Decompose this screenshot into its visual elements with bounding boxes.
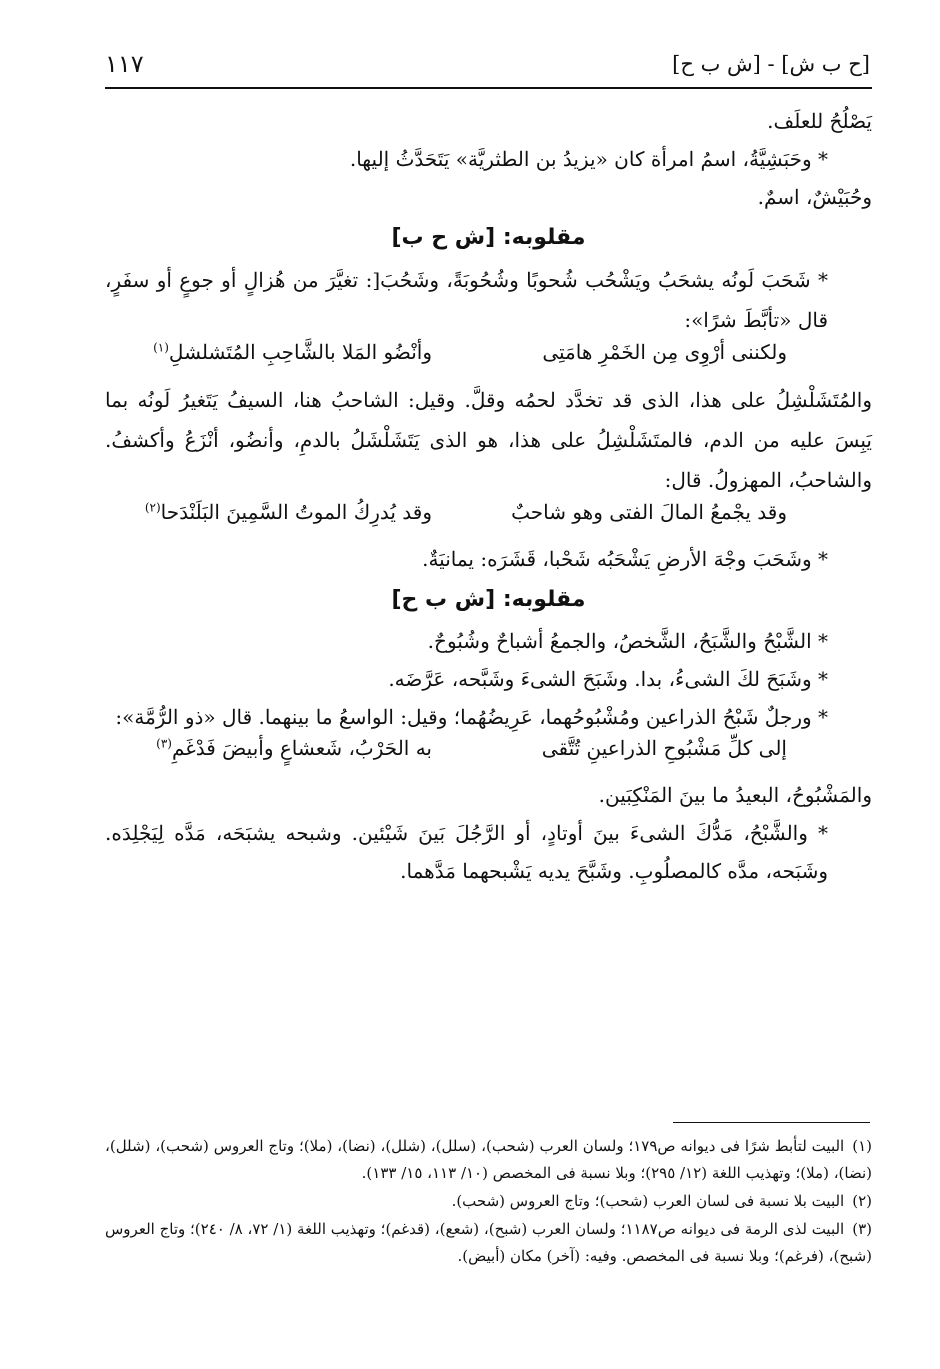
footnote-text: البيت بلا نسبة فى لسان العرب (شحب)؛ وتاج العروس (شحب).: [451, 1192, 845, 1210]
paragraph: والمُتَشَلْشِلُ على هذا، الذى قد تخدَّد لحمُه وقلَّ. وقيل: الشاحبُ هنا، السيفُ يَتَغيرُ لَونُه بما يَبِسَ عليه من الدم، فالمتَشَلْشِلُ على هذا، هو الذى يَتَشَلْشَلُ بالدمِ، وأنضُو، أنْزَعُ وأكشفُ. والشاحبُ، المهزولُ. قال:: [105, 388, 872, 492]
footnote-ref: (٢): [144, 500, 161, 515]
verse-first-hemistich: ولكننى أرْوِى مِن الخَمْرِ هامَتِى: [542, 340, 787, 364]
verse-first-hemistich: إلى كلِّ مَشْبُوحِ الذراعينِ تُتَّقى: [541, 736, 787, 760]
paragraph: * الشَّبْحُ والشَّبَحُ، الشَّخصُ، والجمعُ أشباحٌ وشُبُوحٌ.: [427, 629, 828, 653]
footnote: [105, 1133, 872, 1187]
paragraph: وحُبَيْشٌ، اسمٌ.: [757, 185, 872, 209]
page-header: [105, 48, 870, 88]
verse-text: وأنْضُو المَلا بالشَّاحِبِ المُتَشلشلِ: [168, 340, 432, 364]
verse-line: [105, 736, 872, 776]
paragraph: * وشَبَحَ لكَ الشىءُ، بدا. وشَبَحَ الشىءَ وشَبَّحه، عَرَّضَه.: [388, 667, 828, 691]
footnote-ref: (١): [153, 340, 169, 355]
verse-second-hemistich: [153, 340, 432, 364]
verse-second-hemistich: [156, 736, 432, 760]
main-text: [105, 102, 872, 890]
section-heading: مقلوبه: [ش ح ب]: [391, 225, 586, 250]
header-divider: [105, 87, 872, 89]
verse-text: به الحَرْبُ، شَعشاعٍ وأبيضَ فَدْغَمِ: [171, 736, 432, 760]
footnote: [105, 1188, 872, 1215]
verse-second-hemistich: [145, 500, 432, 524]
verse-line: [105, 340, 872, 380]
footnote-number: (١): [852, 1137, 872, 1155]
paragraph: * وشَحَبَ وجْهَ الأرضِ يَشْحَبُه شَحْبا، قَشَرَه: يمانيَةٌ.: [422, 547, 828, 571]
footnote-text: البيت لتأبط شرًا فى ديوانه ص١٧٩؛ ولسان العرب (شحب)، (سلل)، (شلل)، (نضا)، (ملا)؛ وتاج العروس (شحب)، (شلل)، (نضا)، (ملا)؛ وتهذيب اللغة (١٢/ ٢٩٥)؛ وبلا نسبة فى المخصص (١٠/ ١١٣، ١٥/ ١٣٣).: [105, 1137, 872, 1182]
footnotes: [105, 1133, 872, 1271]
paragraph: * وحَبَشِيَّةُ، اسمُ امرأة كان «يزيدُ بن الطثريَّة» يَتَحَدَّثُ إليها.: [349, 147, 828, 171]
paragraph: * شَحَبَ لَونُه يشحَبُ ويَشْحُب شُحوبًا وشُحُوبَةً، وشَحُبَ[: تغيَّرَ من هُزالٍ أو جوعٍ أو سفَرٍ، قال «تأبَّطَ شرًا»:: [105, 268, 828, 332]
footnote-ref: (٣): [156, 736, 172, 751]
paragraph: * والشَّبْحُ، مَدُّكَ الشىءَ بينَ أوتادٍ، أو الرَّجُلَ بَينَ شَيْئين. وشبحه يشبَحَه، مَدَّه لِيَجْلِدَه. وشَبَحه، مدَّه كالمصلُوبِ. وشَبَّحَ يديه يَشْبحهما مَدَّهما.: [105, 821, 828, 883]
header-title: [ح ب ش] - [ش ب ح]: [672, 52, 870, 76]
footnote: [105, 1216, 872, 1270]
footnote-divider: [673, 1122, 870, 1123]
paragraph: * ورجلٌ شَبْحُ الذراعين ومُشْبُوحُهما، عَرِيضُهُما؛ وقيل: الواسعُ ما بينهما. قال «ذو الرُّمَّة»:: [115, 705, 828, 729]
paragraph: والمَشْبُوحُ، البعيدُ ما بينَ المَنْكِبَين.: [598, 783, 872, 807]
paragraph: يَصْلُحُ للعلَف.: [767, 109, 872, 133]
page-number: ١١٧: [105, 50, 144, 78]
footnote-number: (٢): [852, 1192, 872, 1210]
section-heading: مقلوبه: [ش ب ح]: [391, 587, 586, 612]
footnote-number: (٣): [852, 1220, 873, 1238]
verse-text: وقد يُدرِكُ الموتُ السَّمِينَ البَلَنْدَحا: [160, 500, 432, 524]
verse-line: [105, 500, 872, 540]
verse-first-hemistich: وقد يجْمعُ المالَ الفتى وهو شاحبٌ: [511, 500, 787, 524]
footnote-text: البيت لذى الرمة فى ديوانه ص١١٨٧؛ ولسان العرب (شبح)، (شعع)، (قدغم)؛ وتهذيب اللغة (١/ ٧٢، ٨/ ٢٤٠)؛ وتاج العروس (شبح)، (فرغم)؛ وبلا نسبة فى المخصص. وفيه: (آخر) مكان (أبيض).: [105, 1220, 872, 1265]
